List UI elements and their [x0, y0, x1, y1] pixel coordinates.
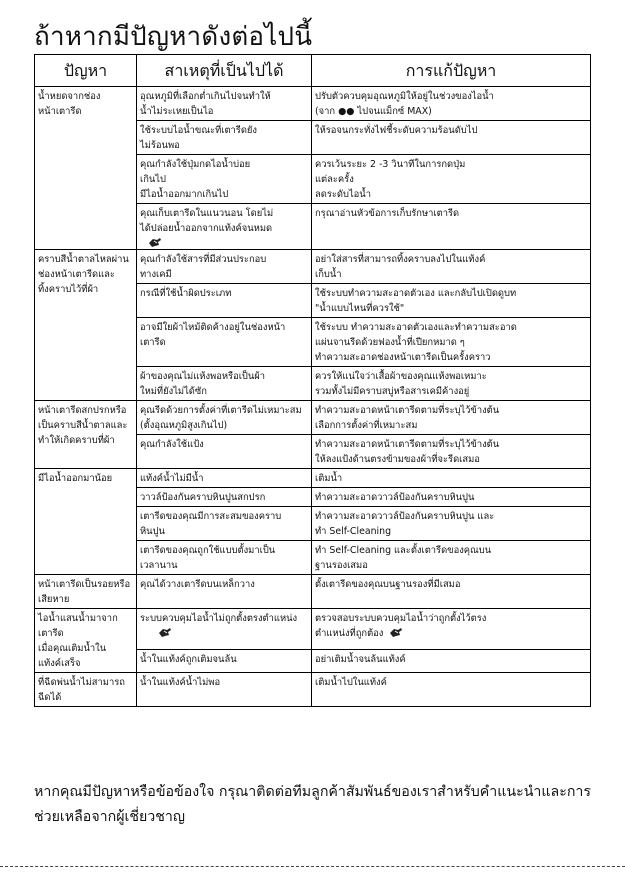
solution-text: ควรเว้นระยะ 2 -3 วินาทีในการกดปุ่ม แต่ละครั้ง ลดระดับไอน้ำ — [315, 159, 466, 200]
solution-cell — [312, 575, 591, 609]
solution-cell — [312, 401, 591, 435]
solution-text: ทำความสะอาดหน้าเตารีดตามที่ระบุไว้ข้างต้น เลือกการตั้งค่าที่เหมาะสม — [315, 405, 500, 431]
cause-cell — [137, 507, 312, 541]
cause-cell — [137, 284, 312, 318]
solution-cell — [312, 87, 591, 121]
solution-cell — [312, 541, 591, 575]
table-header-row — [35, 55, 591, 87]
table-row — [35, 401, 591, 435]
cause-text: แท้งค์น้ำไม่มีน้ำ — [140, 473, 204, 484]
cause-text: คุณกำลังใช้ปุ่มกดไอน้ำบ่อย เกินไป มีไอน้ำออกมากเกินไป — [140, 159, 251, 200]
cause-cell — [137, 673, 312, 707]
cause-text: คุณกำลังใช้สารที่มีส่วนประกอบ ทางเคมี — [140, 254, 267, 280]
solution-cell — [312, 673, 591, 707]
solution-text: อย่าใส่สารที่สามารถทิ้งคราบลงไปในแท้งค์ เก็บน้ำ — [315, 254, 486, 280]
problem-cell: คราบสีน้ำตาลไหลผ่าน ช่องหน้าเตารีดและ ทิ้งคราบไว้ที่ผ้า — [35, 250, 137, 401]
solution-cell — [312, 250, 591, 284]
cause-cell — [137, 488, 312, 507]
cause-cell — [137, 541, 312, 575]
cause-text: ใช้ระบบไอน้ำขณะที่เตารีดยัง ไม่ร้อนพอ — [140, 125, 258, 151]
cause-text: ระบบควบคุมไอน้ำไม่ถูกตั้งตรงตำแหน่ง — [140, 613, 298, 624]
troubleshooting-table — [34, 54, 591, 707]
solution-cell — [312, 155, 591, 204]
cause-cell — [137, 155, 312, 204]
cause-text: น้ำในแท้งค์น้ำไม่พอ — [140, 677, 221, 688]
problem-cell: มีไอน้ำออกมาน้อย — [35, 469, 137, 575]
header-problem: ปัญหา — [35, 55, 137, 87]
table-row — [35, 575, 591, 609]
cause-cell — [137, 401, 312, 435]
cause-text: คุณได้วางเตารีดบนเหล็กวาง — [140, 579, 255, 590]
table-row — [35, 673, 591, 707]
solution-text: ทำ Self-Cleaning และตั้งเตารีดของคุณบน ฐานรองเสมอ — [315, 545, 492, 571]
solution-cell — [312, 318, 591, 367]
solution-text: อย่าเติมน้ำจนล้นแท้งค์ — [315, 654, 406, 666]
cause-cell — [137, 469, 312, 488]
cause-cell — [137, 318, 312, 367]
pointing-hand-icon — [389, 626, 403, 638]
solution-cell — [312, 507, 591, 541]
cause-text: อุณหภูมิที่เลือกต่ำเกินไปจนทำให้ น้ำไม่ระเหยเป็นไอ — [140, 91, 271, 117]
cause-cell — [137, 121, 312, 155]
problem-cell: น้ำหยดจากช่อง หน้าเตารีด — [35, 87, 137, 250]
cause-text: กรณีที่ใช้น้ำผิดประเภท — [140, 288, 232, 299]
problem-cell: หน้าเตารีดสกปรกหรือ เป็นคราบสีน้ำตาลและ ทำให้เกิดคราบที่ผ้า — [35, 401, 137, 469]
solution-text: ใช้ระบบ ทำความสะอาดตัวเองและทำความสะอาด แผ่นจานรีดด้วยฟองน้ำที่เปียกหมาด ๆ ทำความสะอาดช่องหน้าเตารีดเป็นครั้งคราว — [315, 322, 517, 363]
cause-text: อาจมีใยผ้าไหม้ติดค้างอยู่ในช่องหน้า เตารีด — [140, 322, 286, 348]
cause-text: วาวล์ป้องกันคราบหินปูนสกปรก — [140, 492, 266, 503]
solution-text: ทำความสะอาดวาวล์ป้องกันคราบหินปูน — [315, 492, 475, 503]
solution-cell — [312, 488, 591, 507]
solution-cell — [312, 204, 591, 250]
contact-note: หากคุณมีปัญหาหรือข้อข้องใจ กรุณาติดต่อทีมลูกค้าสัมพันธ์ของเราสำหรับคำแนะนำและการช่วยเหลือจากผู้เชี่ยวชาญ — [34, 784, 592, 825]
page-title: ถ้าหากมีปัญหาดังต่อไปนี้ — [34, 22, 313, 52]
cause-cell — [137, 250, 312, 284]
table-row — [35, 609, 591, 650]
cause-cell — [137, 367, 312, 401]
table-body — [35, 87, 591, 707]
bottom-divider — [0, 866, 625, 867]
cause-cell — [137, 87, 312, 121]
solution-cell — [312, 284, 591, 318]
solution-text: เติมน้ำ — [315, 473, 343, 484]
pointing-hand-icon — [158, 626, 172, 638]
solution-text: ตั้งเตารีดของคุณบนฐานรองที่มีเสมอ — [315, 579, 461, 590]
cause-text: น้ำในแท้งค์ถูกเติมจนล้น — [140, 654, 237, 666]
solution-text: กรุณาอ่านหัวข้อการเก็บรักษาเตารีด — [315, 208, 460, 219]
solution-text: ทำความสะอาดหน้าเตารีดตามที่ระบุไว้ข้างต้น ให้ลงแป้งด้านตรงข้ามของผ้าที่จะรีดเสมอ — [315, 439, 500, 465]
solution-cell — [312, 435, 591, 469]
solution-cell — [312, 367, 591, 401]
solution-text: ให้รอจนกระทั่งไฟชี้ระดับความร้อนดับไป — [315, 125, 478, 136]
table-row — [35, 250, 591, 284]
cause-cell — [137, 609, 312, 650]
cause-cell — [137, 575, 312, 609]
header-solution: การแก้ปัญหา — [312, 55, 591, 87]
pointing-hand-icon — [148, 236, 162, 248]
cause-cell — [137, 650, 312, 673]
solution-cell — [312, 609, 591, 650]
header-cause: สาเหตุที่เป็นไปได้ — [137, 55, 312, 87]
cause-cell — [137, 435, 312, 469]
table-row — [35, 469, 591, 488]
solution-cell — [312, 650, 591, 673]
problem-cell: ที่ฉีดพ่นน้ำไม่สามารถ ฉีดได้ — [35, 673, 137, 707]
cause-text: ผ้าของคุณไม่แห้งพอหรือเป็นผ้า ใหม่ที่ยังไม่ได้ซัก — [140, 371, 266, 397]
cause-text: คุณเก็บเตารีดในแนวนอน โดยไม่ ได้ปล่อยน้ำออกจากแท้งค์จนหมด — [140, 208, 274, 234]
solution-cell — [312, 121, 591, 155]
cause-text: คุณกำลังใช้แป้ง — [140, 439, 204, 450]
solution-text: ทำความสะอาดวาวล์ป้องกันคราบหินปูน และ ทำ Self-Cleaning — [315, 511, 495, 537]
solution-text: ใช้ระบบทำความสะอาดตัวเอง และกลับไปเปิดดูบท "น้ำแบบไหนที่ควรใช้" — [315, 288, 517, 314]
cause-text: คุณรีดด้วยการตั้งค่าที่เตารีดไม่เหมาะสม (ตั้งอุณหภูมิสูงเกินไป) — [140, 405, 302, 431]
table-row — [35, 87, 591, 121]
problem-cell: ไอน้ำแสนน้ำมาจากเตารีด เมื่อคุณเติมน้ำใน แท้งค์เสร็จ — [35, 609, 137, 673]
cause-text: เตารีดของคุณมีการสะสมของคราบ หินปูน — [140, 511, 282, 537]
solution-text: เติมน้ำไปในแท้งค์ — [315, 677, 387, 688]
problem-cell: หน้าเตารีดเป็นรอยหรือ เสียหาย — [35, 575, 137, 609]
cause-cell — [137, 204, 312, 250]
solution-text: ปรับตัวควบคุมอุณหภูมิให้อยู่ในช่วงของไอน้ำ (จาก ●● ไปจนแม็กซ์ MAX) — [315, 91, 494, 117]
solution-text: ควรให้แน่ใจว่าเสื้อผ้าของคุณแห้งพอเหมาะ รวมทั้งไม่มีคราบสบู่หรือสารเคมีค้างอยู่ — [315, 371, 487, 397]
solution-text: ตรวจสอบระบบควบคุมไอน้ำว่าถูกตั้งไว้ตรง ตำแหน่งที่ถูกต้อง — [315, 613, 487, 639]
solution-cell — [312, 469, 591, 488]
cause-text: เตารีดของคุณถูกใช้แบบตั้งมาเป็น เวลานาน — [140, 545, 276, 571]
